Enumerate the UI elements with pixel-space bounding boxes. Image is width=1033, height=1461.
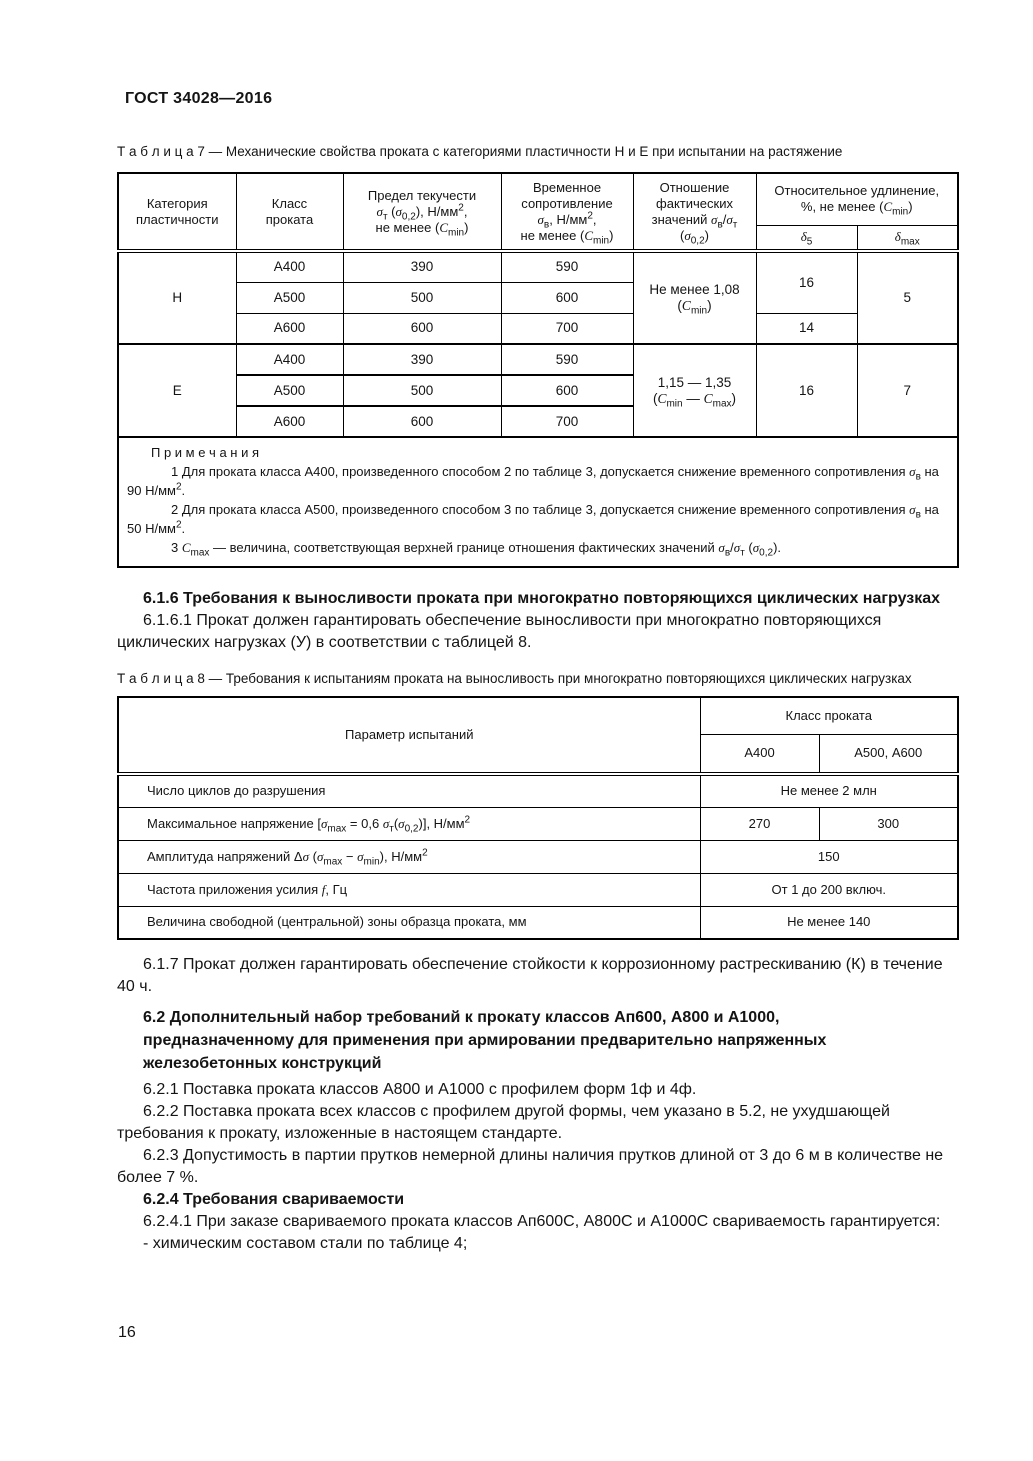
t8-param: Величина свободной (центральной) зоны образца проката, мм <box>118 906 700 939</box>
t7-cell: А400 <box>236 251 343 282</box>
t7-dmax-h: 5 <box>857 251 958 344</box>
section-6-1-7-paragraph: 6.1.7 Прокат должен гарантировать обеспечение стойкости к коррозионному растрескиванию (К) в течение 40 ч. <box>117 956 943 995</box>
table8 <box>117 696 959 940</box>
t8-value: Не менее 140 <box>700 906 958 939</box>
t7-row-h-a600 <box>118 313 958 344</box>
section-6-2-2-paragraph: 6.2.2 Поставка проката всех классов с профилем другой формы, чем указано в 5.2, не ухудшающей требования к прокату, изложенные в настоящем стандарте. <box>117 1103 890 1142</box>
t8-row-amplitude <box>118 840 958 873</box>
t8-row-frequency <box>118 873 958 906</box>
section-6-1-6-heading: 6.1.6 Требования к выносливости проката при многократно повторяющихся циклических нагрузках <box>143 590 941 607</box>
t8-row-max-stress <box>118 807 958 840</box>
table7-caption: Т а б л и ц а 7 — Механические свойства проката с категориями пластичности Н и Е при испытании на растяжение <box>117 144 843 159</box>
t8-value: От 1 до 200 включ. <box>700 873 958 906</box>
t7-cell: 600 <box>501 375 633 406</box>
t7-cell: 600 <box>501 282 633 313</box>
t7-cell: А500 <box>236 282 343 313</box>
section-6-2-4-1-list-item: - химическим составом стали по таблице 4; <box>143 1235 468 1252</box>
section-6-1-6-1-paragraph: 6.1.6.1 Прокат должен гарантировать обеспечение выносливости при многократно повторяющихся циклических нагрузках (У) в соответствии с таблицей 8. <box>117 612 882 651</box>
t8-value: 270 <box>700 807 819 840</box>
t8-param: Амплитуда напряжений Δσ $(\sigma_{max} - \sigma_{min})$, $Н/мм^2$ <box>118 840 700 873</box>
section-6-2-heading: 6.2 Дополнительный набор требований к прокату классов Ап600, А800 и А1000, предназначенному для применения при армировании предварительно напряженных железобетонных конструкций <box>143 1009 827 1072</box>
section-6-2-3-paragraph: 6.2.3 Допустимость в партии прутков немерной длины наличия прутков длиной от 3 до 6 м в количестве не более 7 %. <box>117 1147 944 1186</box>
t7-header-deltamax: $\delta_{max}$ <box>857 225 958 251</box>
t8-param: Частота приложения усилия f, Гц <box>118 873 700 906</box>
t7-cell: 500 <box>343 375 501 406</box>
t7-d5-e: 16 <box>756 344 857 437</box>
t7-cell: 700 <box>501 406 633 437</box>
section-6-2-4-1-paragraph: 6.2.4.1 При заказе свариваемого проката классов Ап600С, А800С и А1000С свариваемость гарантируется: <box>143 1213 941 1230</box>
t8-param: Максимальное напряжение [$\sigma_{max} = 0,6$ $\sigma_т(\sigma_{0,2})$], $Н/мм^2$ <box>118 807 700 840</box>
section-6-2-1-paragraph: 6.2.1 Поставка проката классов А800 и А1000 с профилем форм 1ф и 4ф. <box>143 1081 697 1098</box>
t7-d5-h-bottom: 14 <box>756 313 857 344</box>
t7-cell: 600 <box>343 406 501 437</box>
t7-notes <box>118 437 958 567</box>
t8-value: Не менее 2 млн <box>700 774 958 807</box>
t7-note-1: 1 Для проката класса А400, произведенного способом 2 по таблице 3, допускается снижение временного сопротивления $\sigma_в$ на 90 $Н/мм^2$. <box>127 464 939 498</box>
t7-category-h: Н <box>118 251 236 344</box>
t8-header-class: Класс проката <box>700 697 958 734</box>
t8-header-a400: А400 <box>700 734 819 774</box>
t8-value: 300 <box>819 807 958 840</box>
table7 <box>117 172 959 568</box>
table8-caption: Т а б л и ц а 8 — Требования к испытаниям проката на выносливость при многократно повторяющихся циклических нагрузках <box>117 671 912 686</box>
t8-value: 150 <box>700 840 958 873</box>
t7-header-category: Категория пластичности <box>118 173 236 251</box>
t7-notes-title: П р и м е ч а н и я <box>151 445 259 460</box>
t7-category-e: Е <box>118 344 236 437</box>
t7-row-h-a400 <box>118 251 958 282</box>
t7-cell: 600 <box>343 313 501 344</box>
section-6-2-4-heading: 6.2.4 Требования свариваемости <box>143 1191 405 1208</box>
t7-note-3: 3 $С_{max}$ — величина, соответствующая верхней границе отношения фактических значений $\sigma_в/\sigma_т$ $(\sigma_{0,2})$. <box>171 540 782 559</box>
t7-ratio-h: Не менее 1,08 $(С_{min})$ <box>633 251 756 344</box>
t7-dmax-e: 7 <box>857 344 958 437</box>
t7-header-ratio: Отношение фактических значений $\sigma_в/\sigma_т$ $(\sigma_{0,2})$ <box>633 173 756 251</box>
page-number: 16 <box>118 1324 136 1341</box>
t7-cell: 700 <box>501 313 633 344</box>
t8-header-parameter: Параметр испытаний <box>118 697 700 774</box>
t7-cell: А400 <box>236 344 343 375</box>
page-content <box>117 90 963 1255</box>
t8-row-cycles <box>118 774 958 807</box>
t7-cell: А500 <box>236 375 343 406</box>
t7-note-2: 2 Для проката класса А500, произведенного способом 3 по таблице 3, допускается снижение временного сопротивления $\sigma_в$ на 50 $Н/мм^2$. <box>127 502 939 536</box>
t7-cell: 390 <box>343 344 501 375</box>
t7-header-tensile-strength: Временное сопротивление $\sigma_в$, $Н/мм^2$, не менее $(С_{min})$ <box>501 173 633 251</box>
t7-d5-h-top: 16 <box>756 251 857 313</box>
t8-param: Число циклов до разрушения <box>118 774 700 807</box>
t7-cell: А600 <box>236 406 343 437</box>
t7-cell: 390 <box>343 251 501 282</box>
document-title: ГОСТ 34028—2016 <box>125 90 273 107</box>
t7-ratio-e: 1,15 — 1,35 ($С_{min}$ — $С_{max}$) <box>633 344 756 437</box>
t7-cell: 590 <box>501 344 633 375</box>
t8-row-free-zone <box>118 906 958 939</box>
t7-header-class: Класс проката <box>236 173 343 251</box>
t7-notes-row <box>118 437 958 567</box>
t7-cell: А600 <box>236 313 343 344</box>
t7-header-yield-strength: Предел текучести $\sigma_т$ $(\sigma_{0,2})$, $Н/мм^2$, не менее $(С_{min})$ <box>343 173 501 251</box>
t7-cell: 590 <box>501 251 633 282</box>
t7-header-delta5: $\delta_5$ <box>756 225 857 251</box>
t7-row-e-a400 <box>118 344 958 375</box>
t7-header-elongation: Относительное удлинение, %, не менее $(С_{min})$ <box>756 173 958 225</box>
t7-cell: 500 <box>343 282 501 313</box>
t8-header-a500-a600: А500, А600 <box>819 734 958 774</box>
